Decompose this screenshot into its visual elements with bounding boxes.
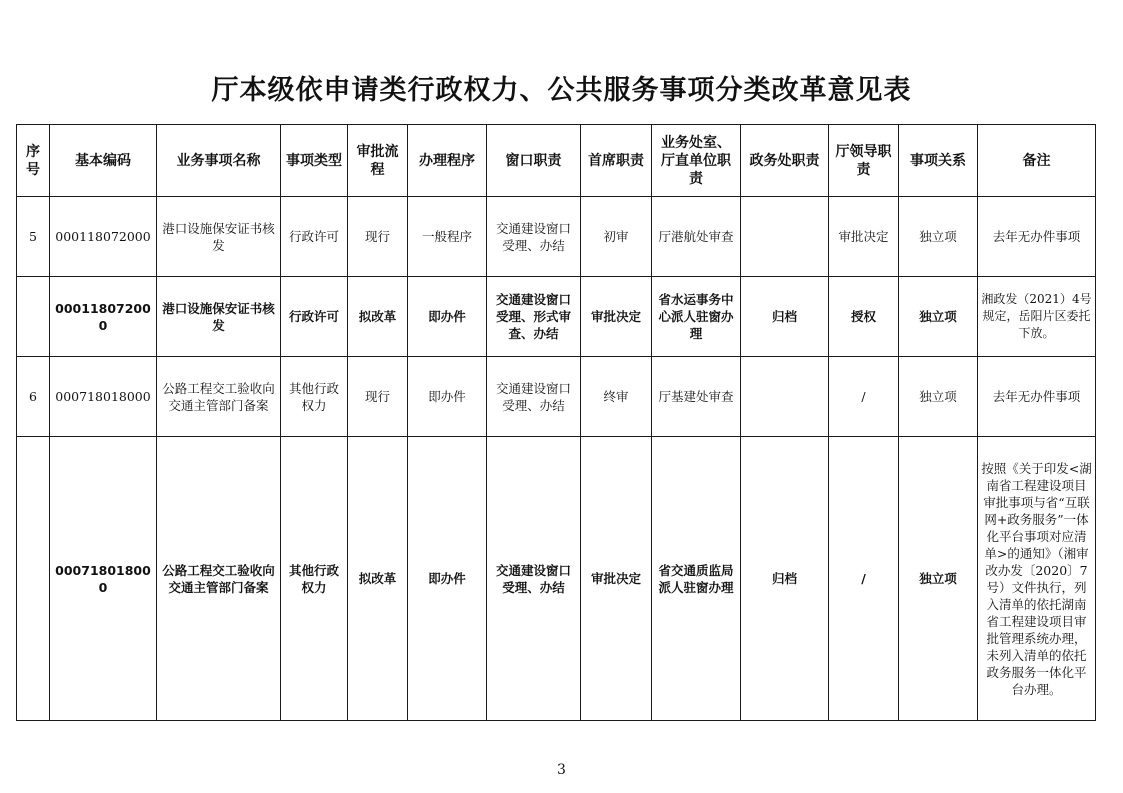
- page-number: 3: [557, 762, 566, 778]
- table-cell: 独立项: [899, 277, 978, 357]
- header-row: [17, 125, 1096, 197]
- table-cell: 厅港航处审查: [652, 197, 741, 277]
- table-cell: 审批决定: [581, 277, 652, 357]
- table-cell: 000118072000: [50, 197, 157, 277]
- table-cell: 授权: [829, 277, 899, 357]
- table-cell: 现行: [348, 197, 408, 277]
- header-cell: 业务处室、厅直单位职责: [652, 125, 741, 197]
- table-cell: /: [829, 437, 899, 721]
- table-cell: 归档: [741, 277, 829, 357]
- header-cell: 基本编码: [50, 125, 157, 197]
- table-cell: 初审: [581, 197, 652, 277]
- table-cell: 去年无办件事项: [978, 197, 1096, 277]
- table-cell: 000718018000: [50, 357, 157, 437]
- document-title: 厅本级依申请类行政权力、公共服务事项分类改革意见表: [211, 75, 912, 106]
- table-cell: 即办件: [408, 437, 487, 721]
- table-cell: 独立项: [899, 357, 978, 437]
- table-cell: 湘政发（2021）4号规定，岳阳片区委托下放。: [978, 277, 1096, 357]
- table-cell: [17, 277, 50, 357]
- table-cell: 厅基建处审查: [652, 357, 741, 437]
- table-cell: 交通建设窗口受理、办结: [487, 357, 581, 437]
- header-cell: 业务事项名称: [157, 125, 281, 197]
- table-cell: 其他行政权力: [281, 437, 348, 721]
- table-cell: 交通建设窗口受理、形式审查、办结: [487, 277, 581, 357]
- table-cell: 000118072000: [50, 277, 157, 357]
- table-cell: 省水运事务中心派人驻窗办理: [652, 277, 741, 357]
- table-cell: 交通建设窗口受理、办结: [487, 437, 581, 721]
- header-cell: 办理程序: [408, 125, 487, 197]
- table-cell: 000718018000: [50, 437, 157, 721]
- table-cell: 其他行政权力: [281, 357, 348, 437]
- table-cell: 港口设施保安证书核发: [157, 277, 281, 357]
- header-cell: 首席职责: [581, 125, 652, 197]
- table-cell: /: [829, 357, 899, 437]
- table-cell: 审批决定: [581, 437, 652, 721]
- table-cell: [17, 437, 50, 721]
- table-cell: 独立项: [899, 197, 978, 277]
- header-cell: 窗口职责: [487, 125, 581, 197]
- table-cell: 5: [17, 197, 50, 277]
- header-cell: 备注: [978, 125, 1096, 197]
- table-cell: 行政许可: [281, 277, 348, 357]
- table-cell: 公路工程交工验收向交通主管部门备案: [157, 437, 281, 721]
- header-cell: 事项关系: [899, 125, 978, 197]
- table-cell: 终审: [581, 357, 652, 437]
- table-cell: 港口设施保安证书核发: [157, 197, 281, 277]
- table-cell: 归档: [741, 437, 829, 721]
- table-cell: 省交通质监局派人驻窗办理: [652, 437, 741, 721]
- table-cell: 公路工程交工验收向交通主管部门备案: [157, 357, 281, 437]
- header-cell: 序号: [17, 125, 50, 197]
- table-cell: 独立项: [899, 437, 978, 721]
- table-cell: 交通建设窗口受理、办结: [487, 197, 581, 277]
- table-cell: [741, 197, 829, 277]
- table-cell: 按照《关于印发<湖南省工程建设项目审批事项与省“互联网+政务服务”一体化平台事项对应清单>的通知》（湘审改办发〔2020〕7号）文件执行，列入清单的依托湖南省工程建设项目审批管理系统办理，未列入清单的依托政务服务一体化平台办理。: [978, 437, 1096, 721]
- table-cell: 审批决定: [829, 197, 899, 277]
- table-cell: 6: [17, 357, 50, 437]
- table-cell: 即办件: [408, 277, 487, 357]
- table-cell: 拟改革: [348, 437, 408, 721]
- table-row: [17, 197, 1096, 277]
- table-cell: 现行: [348, 357, 408, 437]
- table-row: [17, 277, 1096, 357]
- reform-table: [16, 124, 1096, 721]
- table-cell: 行政许可: [281, 197, 348, 277]
- header-cell: 厅领导职责: [829, 125, 899, 197]
- table-cell: 一般程序: [408, 197, 487, 277]
- table-cell: 即办件: [408, 357, 487, 437]
- header-cell: 审批流程: [348, 125, 408, 197]
- table-cell: 去年无办件事项: [978, 357, 1096, 437]
- header-cell: 政务处职责: [741, 125, 829, 197]
- table-cell: 拟改革: [348, 277, 408, 357]
- table-cell: [741, 357, 829, 437]
- header-cell: 事项类型: [281, 125, 348, 197]
- table-row: [17, 357, 1096, 437]
- table-row: [17, 437, 1096, 721]
